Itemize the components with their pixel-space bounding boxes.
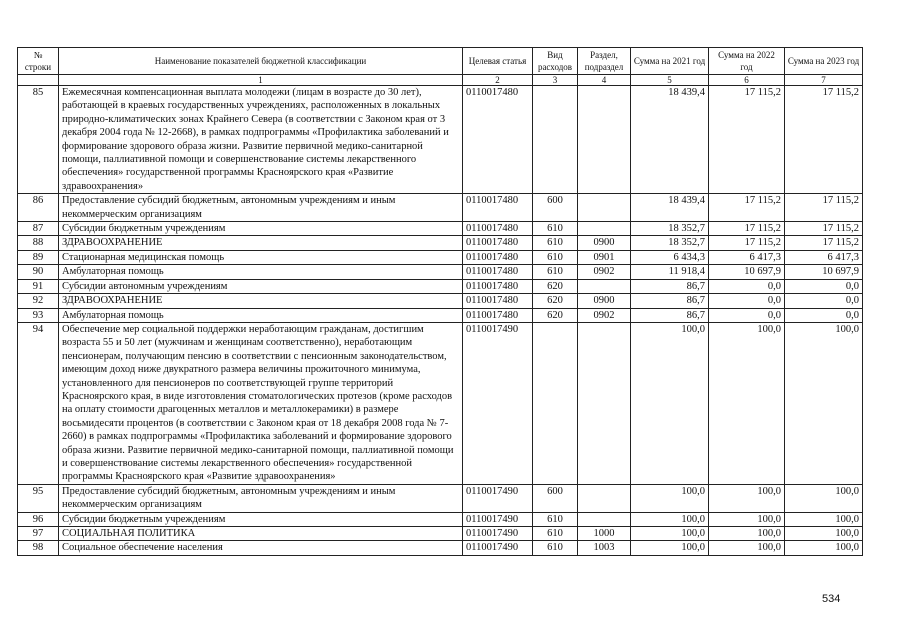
row-sum-2021: 86,7	[631, 308, 709, 322]
row-sum-2022: 0,0	[709, 294, 785, 308]
column-number: 4	[578, 75, 631, 86]
row-expense-type: 610	[533, 527, 578, 541]
row-target-article: 0110017480	[463, 86, 533, 194]
row-name: ЗДРАВООХРАНЕНИЕ	[59, 294, 463, 308]
row-section	[578, 279, 631, 293]
row-sum-2023: 0,0	[785, 279, 863, 293]
row-expense-type: 600	[533, 194, 578, 222]
row-sum-2021: 100,0	[631, 512, 709, 526]
row-target-article: 0110017480	[463, 236, 533, 250]
row-sum-2021: 6 434,3	[631, 250, 709, 264]
column-number	[18, 75, 59, 86]
row-sum-2022: 0,0	[709, 308, 785, 322]
row-target-article: 0110017480	[463, 294, 533, 308]
row-expense-type: 620	[533, 279, 578, 293]
header-row	[18, 48, 863, 75]
row-number: 89	[18, 250, 59, 264]
header-section: Раздел, подраздел	[578, 48, 631, 75]
row-sum-2022: 100,0	[709, 484, 785, 512]
row-target-article: 0110017480	[463, 308, 533, 322]
table-row	[18, 308, 863, 322]
row-sum-2021: 100,0	[631, 527, 709, 541]
row-sum-2021: 18 352,7	[631, 222, 709, 236]
row-sum-2022: 17 115,2	[709, 222, 785, 236]
row-number: 90	[18, 265, 59, 279]
row-sum-2022: 100,0	[709, 541, 785, 555]
row-sum-2021: 100,0	[631, 484, 709, 512]
row-name: СОЦИАЛЬНАЯ ПОЛИТИКА	[59, 527, 463, 541]
header-expense-type: Вид расходов	[533, 48, 578, 75]
table-row	[18, 279, 863, 293]
row-sum-2021: 18 439,4	[631, 194, 709, 222]
column-number: 1	[59, 75, 463, 86]
header-name: Наименование показателей бюджетной классификации	[59, 48, 463, 75]
row-name: Стационарная медицинская помощь	[59, 250, 463, 264]
header-target-article: Целевая статья	[463, 48, 533, 75]
row-expense-type: 610	[533, 222, 578, 236]
row-sum-2021: 100,0	[631, 322, 709, 484]
table-row	[18, 541, 863, 555]
column-number: 7	[785, 75, 863, 86]
row-name: Предоставление субсидий бюджетным, автономным учреждениям и иным некоммерческим организациям	[59, 194, 463, 222]
table-body	[18, 86, 863, 556]
table-row	[18, 236, 863, 250]
row-sum-2023: 0,0	[785, 308, 863, 322]
row-name: Амбулаторная помощь	[59, 265, 463, 279]
row-number: 94	[18, 322, 59, 484]
row-sum-2022: 17 115,2	[709, 194, 785, 222]
row-number: 93	[18, 308, 59, 322]
row-number: 96	[18, 512, 59, 526]
row-number: 86	[18, 194, 59, 222]
header-sum-2021: Сумма на 2021 год	[631, 48, 709, 75]
row-expense-type: 620	[533, 308, 578, 322]
row-expense-type: 610	[533, 265, 578, 279]
table-row	[18, 484, 863, 512]
row-name: Амбулаторная помощь	[59, 308, 463, 322]
row-target-article: 0110017480	[463, 279, 533, 293]
header-row-number: № строки	[18, 48, 59, 75]
row-name: Социальное обеспечение населения	[59, 541, 463, 555]
row-target-article: 0110017480	[463, 250, 533, 264]
page-number: 534	[822, 593, 841, 605]
row-name: ЗДРАВООХРАНЕНИЕ	[59, 236, 463, 250]
row-sum-2022: 100,0	[709, 322, 785, 484]
row-sum-2021: 18 352,7	[631, 236, 709, 250]
row-sum-2023: 6 417,3	[785, 250, 863, 264]
row-sum-2021: 86,7	[631, 294, 709, 308]
row-sum-2023: 100,0	[785, 512, 863, 526]
row-number: 85	[18, 86, 59, 194]
row-section: 0900	[578, 236, 631, 250]
row-sum-2023: 17 115,2	[785, 194, 863, 222]
row-section: 0902	[578, 265, 631, 279]
row-section: 0900	[578, 294, 631, 308]
row-expense-type: 610	[533, 250, 578, 264]
table-row	[18, 194, 863, 222]
row-name: Субсидии бюджетным учреждениям	[59, 512, 463, 526]
row-name: Предоставление субсидий бюджетным, автономным учреждениям и иным некоммерческим организациям	[59, 484, 463, 512]
row-name: Обеспечение мер социальной поддержки неработающим гражданам, достигшим возраста 55 и 50 лет (мужчинам и женщинам соответственно), неработающим пенсионерам, получающим пенсию в соответствии с пенсионным законодательством, имеющим доход ниже двукратного размера величины прожиточного минимума, установленного для пенсионеров по соответствующей группе территорий Красноярского края, в виде изготовления стоматологических протезов (кроме расходов на оплату стоимости драгоценных металлов и металлокерамики) в размере восьмидесяти процентов (в соответствии с Законом края от 18 декабря 2008 года № 7-2660) в рамках подпрограммы «Профилактика заболеваний и формирование здорового образа жизни. Развитие первичной медико-санитарной помощи, паллиативной помощи и совершенствование системы лекарственного обеспечения» государственной программы Красноярского края «Развитие здравоохранения»	[59, 322, 463, 484]
row-sum-2022: 6 417,3	[709, 250, 785, 264]
row-name: Субсидии бюджетным учреждениям	[59, 222, 463, 236]
row-sum-2023: 100,0	[785, 322, 863, 484]
row-expense-type	[533, 322, 578, 484]
row-section: 1000	[578, 527, 631, 541]
row-sum-2021: 18 439,4	[631, 86, 709, 194]
header-sum-2023: Сумма на 2023 год	[785, 48, 863, 75]
row-sum-2021: 100,0	[631, 541, 709, 555]
row-sum-2021: 86,7	[631, 279, 709, 293]
row-target-article: 0110017480	[463, 194, 533, 222]
row-section	[578, 484, 631, 512]
row-section	[578, 512, 631, 526]
row-sum-2022: 17 115,2	[709, 236, 785, 250]
row-number: 92	[18, 294, 59, 308]
table-row	[18, 265, 863, 279]
row-sum-2023: 100,0	[785, 541, 863, 555]
row-sum-2023: 17 115,2	[785, 236, 863, 250]
row-target-article: 0110017490	[463, 322, 533, 484]
row-expense-type: 610	[533, 541, 578, 555]
row-section: 0902	[578, 308, 631, 322]
row-section: 1003	[578, 541, 631, 555]
table-row	[18, 86, 863, 194]
row-name: Субсидии автономным учреждениям	[59, 279, 463, 293]
row-section	[578, 194, 631, 222]
row-section: 0901	[578, 250, 631, 264]
row-sum-2022: 17 115,2	[709, 86, 785, 194]
column-number: 2	[463, 75, 533, 86]
column-number: 6	[709, 75, 785, 86]
row-number: 95	[18, 484, 59, 512]
row-sum-2022: 100,0	[709, 512, 785, 526]
row-expense-type: 620	[533, 294, 578, 308]
row-section	[578, 86, 631, 194]
row-expense-type: 610	[533, 512, 578, 526]
column-number: 3	[533, 75, 578, 86]
row-number: 88	[18, 236, 59, 250]
table-row	[18, 322, 863, 484]
row-sum-2023: 100,0	[785, 484, 863, 512]
table-row	[18, 222, 863, 236]
row-target-article: 0110017490	[463, 527, 533, 541]
row-expense-type: 610	[533, 236, 578, 250]
budget-table	[17, 47, 863, 556]
row-sum-2022: 0,0	[709, 279, 785, 293]
row-target-article: 0110017490	[463, 484, 533, 512]
table-row	[18, 512, 863, 526]
row-target-article: 0110017480	[463, 265, 533, 279]
row-number: 98	[18, 541, 59, 555]
row-section	[578, 322, 631, 484]
row-sum-2023: 100,0	[785, 527, 863, 541]
row-expense-type	[533, 86, 578, 194]
row-sum-2022: 10 697,9	[709, 265, 785, 279]
row-target-article: 0110017490	[463, 512, 533, 526]
header-sum-2022: Сумма на 2022 год	[709, 48, 785, 75]
table-row	[18, 250, 863, 264]
row-sum-2022: 100,0	[709, 527, 785, 541]
row-sum-2021: 11 918,4	[631, 265, 709, 279]
row-target-article: 0110017480	[463, 222, 533, 236]
row-expense-type: 600	[533, 484, 578, 512]
row-sum-2023: 17 115,2	[785, 222, 863, 236]
row-sum-2023: 17 115,2	[785, 86, 863, 194]
table-row	[18, 294, 863, 308]
table-row	[18, 527, 863, 541]
row-target-article: 0110017490	[463, 541, 533, 555]
row-number: 91	[18, 279, 59, 293]
row-number: 97	[18, 527, 59, 541]
row-name: Ежемесячная компенсационная выплата молодежи (лицам в возрасте до 30 лет), работающей в краевых государственных учреждениях, расположенных в локальных природно-климатических зонах Крайнего Севера (в соответствии с Законом края от 3 декабря 2004 года № 12-2668), в рамках подпрограммы «Профилактика заболеваний и формирование здорового образа жизни. Развитие первичной медико-санитарной помощи, паллиативной помощи и совершенствование системы лекарственного обеспечения» государственной программы Красноярского края «Развитие здравоохранения»	[59, 86, 463, 194]
row-sum-2023: 10 697,9	[785, 265, 863, 279]
column-number: 5	[631, 75, 709, 86]
row-sum-2023: 0,0	[785, 294, 863, 308]
row-section	[578, 222, 631, 236]
row-number: 87	[18, 222, 59, 236]
column-number-row	[18, 75, 863, 86]
